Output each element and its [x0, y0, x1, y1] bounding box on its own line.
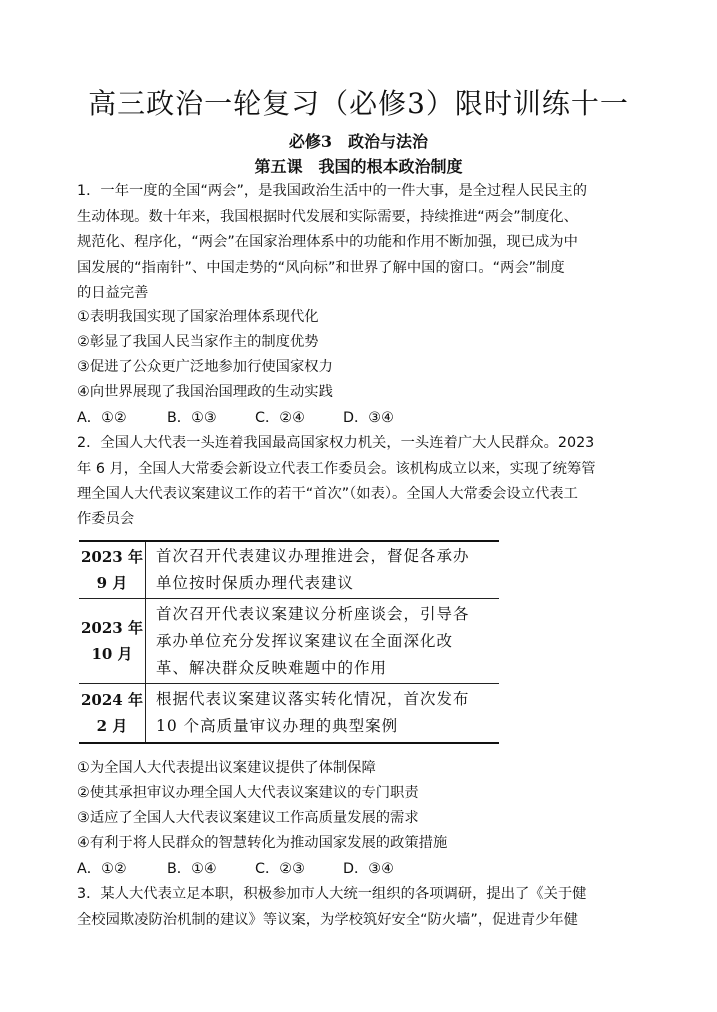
table-date-cell: 2024 年 2 月 — [79, 684, 146, 744]
table-date-cell: 2023 年 9 月 — [79, 541, 146, 599]
q2-option-a: A．①② — [77, 861, 127, 877]
q2-stem-line: 2．全国人大代表一头连着我国最高国家权力机关，一头连着广大人民群众。2023 — [77, 435, 595, 451]
document-title: 高三政治一轮复习（必修3）限时训练十一 — [88, 87, 629, 120]
table-row — [79, 541, 499, 599]
q3-stem-line: 全校园欺凌防治机制的建议》等议案，为学校筑好安全“防火墙”，促进青少年健 — [77, 912, 578, 928]
q3-stem-line: 3．某人大代表立足本职，积极参加市人大统一组织的各项调研，提出了《关于健 — [77, 886, 587, 902]
q1-stem-line: 的日益完善 — [77, 285, 149, 301]
q2-choice-1: ①为全国人大代表提出议案建议提供了体制保障 — [77, 760, 376, 776]
table-desc-cell: 首次召开代表议案建议分析座谈会，引导各 承办单位充分发挥议案建议在全面深化改 革、解决群众反映难题中的作用 — [146, 599, 500, 684]
q1-options — [77, 408, 394, 428]
q2-option-b: B．①④ — [167, 861, 217, 877]
q2-stem-line: 理全国人大代表议案建议工作的若干“首次”（如表）。全国人大常委会设立代表工 — [77, 486, 578, 502]
q2-stem-line: 作委员会 — [77, 511, 135, 527]
q1-stem-line: 生动体现。数十年来，我国根据时代发展和实际需要，持续推进“两会”制度化、 — [77, 209, 578, 225]
q2-option-c: C．②③ — [255, 861, 305, 877]
table-desc-cell: 首次召开代表建议办理推进会，督促各承办 单位按时保质办理代表建议 — [146, 541, 500, 599]
table-row — [79, 599, 499, 684]
q1-option-a: A．①② — [77, 410, 127, 426]
q2-stem-line: 年 6 月，全国人大常委会新设立代表工作委员会。该机构成立以来，实现了统筹管 — [77, 461, 596, 477]
q2-events-table — [79, 540, 499, 744]
q2-options — [77, 859, 394, 879]
table-row — [79, 684, 499, 744]
q2-choice-3: ③适应了全国人大代表议案建议工作高质量发展的需求 — [77, 810, 419, 826]
q2-choice-2: ②使其承担审议办理全国人大代表议案建议的专门职责 — [77, 785, 419, 801]
q1-choice-1: ①表明我国实现了国家治理体系现代化 — [77, 309, 319, 325]
q1-option-c: C．②④ — [255, 410, 305, 426]
q1-stem-line: 规范化、程序化，“两会”在国家治理体系中的功能和作用不断加强，现已成为中 — [77, 234, 578, 250]
q1-option-b: B．①③ — [167, 410, 217, 426]
q2-option-d: D．③④ — [343, 861, 394, 877]
q1-choice-3: ③促进了公众更广泛地参加行使国家权力 — [77, 359, 333, 375]
table-date-cell: 2023 年 10 月 — [79, 599, 146, 684]
q2-choice-4: ④有利于将人民群众的智慧转化为推动国家发展的政策措施 — [77, 835, 448, 851]
lesson-subtitle: 第五课 我国的根本政治制度 — [254, 157, 463, 176]
q1-stem-line: 国发展的“指南针”、中国走势的“风向标”和世界了解中国的窗口。“两会”制度 — [77, 260, 565, 276]
q1-stem-line: 1．一年一度的全国“两会”，是我国政治生活中的一件大事，是全过程人民民主的 — [77, 183, 587, 199]
q1-choice-2: ②彰显了我国人民当家作主的制度优势 — [77, 334, 319, 350]
section-subtitle: 必修3 政治与法治 — [288, 132, 429, 151]
q1-option-d: D．③④ — [343, 410, 394, 426]
q1-choice-4: ④向世界展现了我国治国理政的生动实践 — [77, 384, 333, 400]
table-desc-cell: 根据代表议案建议落实转化情况，首次发布 10 个高质量审议办理的典型案例 — [146, 684, 500, 744]
